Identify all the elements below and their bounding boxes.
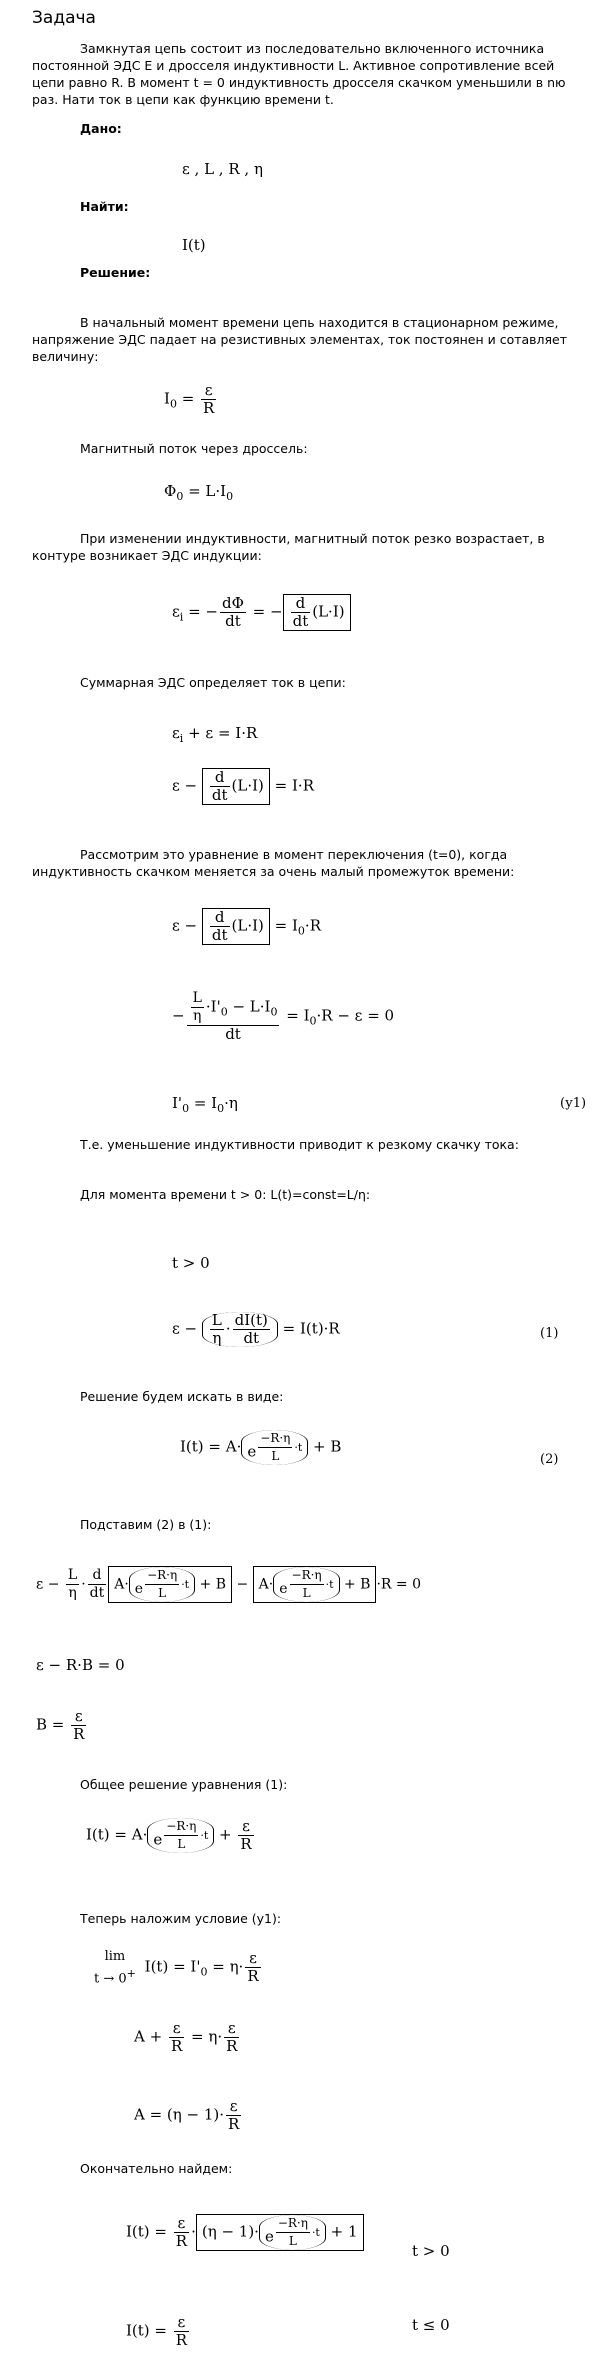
para-7: Для момента времени t > 0: L(t)=const=L/η: <box>80 1187 371 1202</box>
given-values: ε , L , R , η <box>182 160 263 178</box>
formula-substitute: ε − $\frac{L}{\eta}$ · $\frac{d}{dt}$ A· e $^{\frac{-R\cdot\eta}{L} \cdot t}$ + B − A· e $^{\frac{-R\cdot\eta}{L} \cdot t}$ + B ·R = 0 <box>36 1567 421 1601</box>
formula-b: B = $\frac{\varepsilon}{R}$ <box>36 1707 85 1743</box>
formula-a: A = (η − 1)· $\frac{\varepsilon}{R}$ <box>134 2097 240 2133</box>
para-1: В начальный момент времени цепь находится в стационарном режиме, напряжение ЭДС падает на резистивных элементах, ток постоянен и сотавляет величину: <box>32 315 568 364</box>
para-10: Общее решение уравнения (1): <box>80 1777 288 1792</box>
formula-limit: lim t → 0+ $I(t) = I'_0 = \eta\cdot$ $\frac{\varepsilon}{R}$ <box>94 1949 259 1987</box>
formula-jump: − $\frac{L}{\eta}$ $\cdot I'_0 - L\cdot I_0$ dt = $I_0\cdot R - \varepsilon = 0$ <box>172 990 395 1043</box>
find-value: I(t) <box>182 236 206 254</box>
formula-final-le: I(t) = $\frac{\varepsilon}{R}$ <box>126 2313 188 2349</box>
formula-general: I(t) = A· e $^{\frac{-R\cdot\eta}{L} \cdot t}$ + $\frac{\varepsilon}{R}$ <box>86 1817 252 1853</box>
para-9: Подставим (2) в (1): <box>80 1517 212 1532</box>
condition-le: t ≤ 0 <box>412 2316 450 2334</box>
para-3: При изменении индуктивности, магнитный поток резко возрастает, в контуре возникает ЭДС индукции: <box>32 531 545 563</box>
formula-eq2: I(t) = A· e $^{\frac{-R\cdot\eta}{L} \cdot t}$ + B <box>180 1431 342 1463</box>
page-title: Задача <box>32 8 96 28</box>
para-2: Магнитный поток через дроссель: <box>80 441 308 456</box>
formula-switch: ε − $\frac{d}{dt}$ $(L\cdot I) = I_0\cdot R$ <box>172 908 321 944</box>
formula-final-gt: I(t) = $\frac{\varepsilon}{R}$ · (η − 1)· e $^{\frac{-R\cdot\eta}{L} \cdot t}$ + 1 <box>126 2214 364 2251</box>
para-8: Решение будем искать в виде: <box>80 1389 284 1404</box>
formula-a-sum: A + $\frac{\varepsilon}{R}$ = η· $\frac{\varepsilon}{R}$ <box>134 2019 238 2055</box>
condition-gt: t > 0 <box>412 2242 450 2260</box>
formula-induction: $\varepsilon_i$ = − $\frac{d\Phi}{dt}$ = − $\frac{d}{dt}$ (L·I) <box>172 594 351 631</box>
label-eq2: (2) <box>540 1452 559 1467</box>
para-4: Суммарная ЭДС определяет ток в цепи: <box>80 675 346 690</box>
formula-t-gt-0: t > 0 <box>172 1254 210 1272</box>
para-12: Окончательно найдем: <box>80 2161 233 2176</box>
formula-circuit: ε − $\frac{d}{dt}$ (L·I) = I·R <box>172 768 314 804</box>
para-11: Теперь наложим условие (у1): <box>80 1911 282 1926</box>
label-y1: (у1) <box>560 1096 587 1111</box>
formula-y1: $I'_0 = I_0\cdot\eta$ <box>172 1094 238 1115</box>
formula-flux: $\Phi_0 = L\cdot I_0$ <box>164 482 234 503</box>
formula-sum-emf: $\varepsilon_i + \varepsilon = I\cdot R$ <box>172 724 258 745</box>
label-eq1: (1) <box>540 1326 559 1341</box>
formula-eq1: ε − $\frac{L}{\eta}$ · $\frac{dI(t)}{dt}$ = I(t)·R <box>172 1311 340 1347</box>
formula-i0: $I_0$ = $\frac{\varepsilon}{R}$ <box>164 381 215 417</box>
para-5: Рассмотрим это уравнение в момент переключения (t=0), когда индуктивность скачком меняется за очень малый промежуток времени: <box>32 847 515 879</box>
formula-e-rb: ε − R·B = 0 <box>36 1656 125 1674</box>
problem-text: Замкнутая цепь состоит из последовательно включенного источника постоянной ЭДС E и дросселя индуктивности L. Активное сопротивление всей цепи равно R. В момент t = 0 индуктивность дросселя скачком уменьшили в nю раз. Нати ток в цепи как функцию времени t. <box>32 41 566 107</box>
solution-label: Решение: <box>80 265 151 280</box>
para-6: Т.е. уменьшение индуктивности приводит к резкому скачку тока: <box>80 1137 519 1152</box>
find-label: Найти: <box>80 199 129 214</box>
given-label: Дано: <box>80 121 122 136</box>
